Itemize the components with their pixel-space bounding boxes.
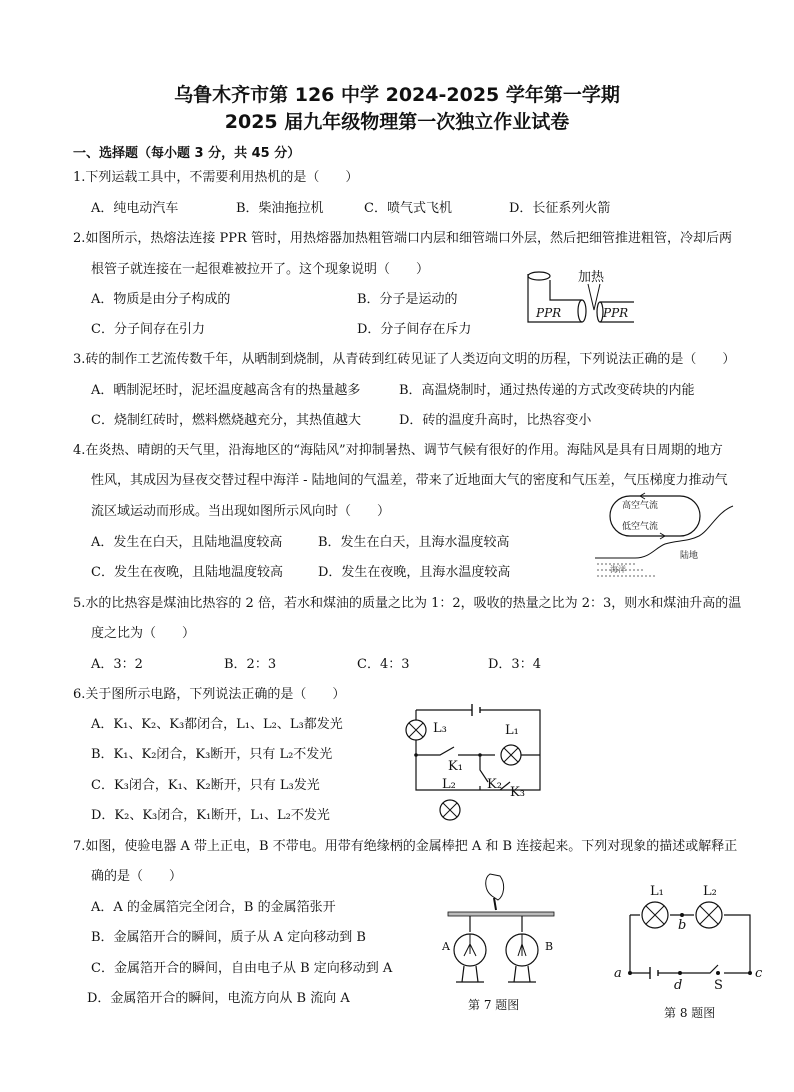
q8-circuit-figure xyxy=(620,895,763,985)
q6-stem: 6.关于图所示电路，下列说法正确的是（ ） xyxy=(73,687,346,702)
q6-option-a: A．K₁、K₂、K₃都闭合，L₁、L₂、L₃都发光 xyxy=(91,717,343,732)
q3-option-c: C．烧制红砖时，燃料燃烧越充分，其热值越大 xyxy=(91,413,361,428)
q2-option-a: A．物质是由分子构成的 xyxy=(91,292,231,307)
q1-option-d: D．长征系列火箭 xyxy=(509,201,611,216)
exam-title-line2: 2025 届九年级物理第一次独立作业试卷 xyxy=(224,111,570,133)
q8-label-l1: L₁ xyxy=(650,884,664,899)
ppr-label-left: PPR xyxy=(536,306,562,320)
q6-label-l2: L₂ xyxy=(442,777,456,792)
figure7-caption: 第 7 题图 xyxy=(468,998,520,1012)
q7-stem-line1: 7.如图，使验电器 A 带上正电，B 不带电。用带有绝缘柄的金属棒把 A 和 B 连接起来。下列对现象的描述或解释正 xyxy=(73,839,738,854)
q8-label-c: c xyxy=(755,966,763,981)
q7-option-c: C．金属箔开合的瞬间，自由电子从 B 定向移动到 A xyxy=(91,961,393,976)
q5-option-c: C．4：3 xyxy=(357,657,410,672)
q5-stem-line2: 度之比为（ ） xyxy=(91,626,196,641)
q6-label-k2: K₂ xyxy=(487,777,502,792)
q4-option-b: B．发生在白天，且海水温度较高 xyxy=(318,535,510,550)
q3-option-a: A．晒制泥坯时，泥坯温度越高含有的热量越多 xyxy=(91,383,361,398)
q5-stem-line1: 5.水的比热容是煤油比热容的 2 倍，若水和煤油的质量之比为 1：2，吸收的热量之比为 2：3，则水和煤油升高的温 xyxy=(73,596,742,611)
ppr-heat-label: 加热 xyxy=(578,270,605,285)
sea-label: 海洋 xyxy=(610,565,626,574)
q4-stem-line2: 性风，其成因为昼夜交替过程中海洋 - 陆地间的气温差，带来了近地面大气的密度和气压差，气压梯度力推动气 xyxy=(91,473,728,488)
q1-option-c: C．喷气式飞机 xyxy=(364,201,452,216)
q7-stem-line2: 确的是（ ） xyxy=(91,869,183,884)
q6-label-k3: K₃ xyxy=(510,785,525,800)
q2-stem-line1: 2.如图所示，热熔法连接 PPR 管时，用热熔器加热粗管端口内层和细管端口外层，然后把细管推进粗管，冷却后两 xyxy=(73,231,732,246)
section-heading: 一、选择题（每小题 3 分，共 45 分） xyxy=(73,146,301,161)
l2-lamp-icon xyxy=(438,798,462,822)
figure8-caption: 第 8 题图 xyxy=(664,1006,716,1020)
q3-option-d: D．砖的温度升高时，比热容变小 xyxy=(399,413,592,428)
low-airflow-label: 低空气流 xyxy=(622,522,659,532)
q3-option-b: B．高温烧制时，通过热传递的方式改变砖块的内能 xyxy=(399,383,695,398)
electroscope-a-label: A xyxy=(442,940,450,953)
q2-stem-line2: 根管子就连接在一起很难被拉开了。这个现象说明（ ） xyxy=(91,262,430,277)
q4-stem-line1: 4.在炎热、晴朗的天气里，沿海地区的“海陆风”对抑制暑热、调节气候有很好的作用。海陆风是具有日周期的地方 xyxy=(73,443,723,458)
q4-stem-line3: 流区域运动而形成。当出现如图所示风向时（ ） xyxy=(91,504,391,519)
q8-label-b: b xyxy=(678,918,687,933)
q8-label-l2: L₂ xyxy=(703,884,717,899)
q7-option-a: A．A 的金属箔完全闭合，B 的金属箔张开 xyxy=(91,900,336,915)
q6-label-l3: L₃ xyxy=(433,721,447,736)
q5-option-a: A．3：2 xyxy=(91,657,143,672)
q4-option-c: C．发生在夜晚，且陆地温度较高 xyxy=(91,565,283,580)
q5-option-b: B．2：3 xyxy=(224,657,277,672)
q2-option-c: C．分子间存在引力 xyxy=(91,322,205,337)
q8-label-d: d xyxy=(674,978,683,993)
q6-label-l1: L₁ xyxy=(505,723,519,738)
q8-label-a: a xyxy=(614,966,622,981)
q1-option-a: A．纯电动汽车 xyxy=(91,201,179,216)
q7-option-b: B．金属箔开合的瞬间，质子从 A 定向移动到 B xyxy=(91,930,366,945)
q1-stem: 1.下列运载工具中，不需要利用热机的是（ ） xyxy=(73,170,359,185)
q3-stem: 3.砖的制作工艺流传数千年，从晒制到烧制，从青砖到红砖见证了人类迈向文明的历程，下列说法正确的是（ ） xyxy=(73,352,736,367)
q8-label-s: S xyxy=(714,978,723,993)
q6-label-k1: K₁ xyxy=(448,759,463,774)
q7-option-d: D．金属箔开合的瞬间，电流方向从 B 流向 A xyxy=(87,991,350,1006)
q5-option-d: D．3：4 xyxy=(488,657,541,672)
q2-option-d: D．分子间存在斥力 xyxy=(357,322,472,337)
q6-option-b: B．K₁、K₂闭合，K₃断开，只有 L₂不发光 xyxy=(91,747,333,762)
q4-option-d: D．发生在夜晚，且海水温度较高 xyxy=(318,565,511,580)
q1-option-b: B．柴油拖拉机 xyxy=(236,201,324,216)
q6-option-d: D．K₂、K₃闭合，K₁断开，L₁、L₂不发光 xyxy=(91,808,330,823)
land-label: 陆地 xyxy=(680,551,699,561)
ppr-label-right: PPR xyxy=(603,306,629,320)
q2-option-b: B．分子是运动的 xyxy=(357,292,458,307)
electroscope-b-label: B xyxy=(545,940,554,953)
q6-option-c: C．K₃闭合，K₁、K₂断开，只有 L₃发光 xyxy=(91,778,320,793)
electroscope-figure xyxy=(440,870,560,990)
high-airflow-label: 高空气流 xyxy=(622,501,659,511)
exam-title-line1: 乌鲁木齐市第 126 中学 2024-2025 学年第一学期 xyxy=(174,84,620,106)
q4-option-a: A．发生在白天，且陆地温度较高 xyxy=(91,535,283,550)
